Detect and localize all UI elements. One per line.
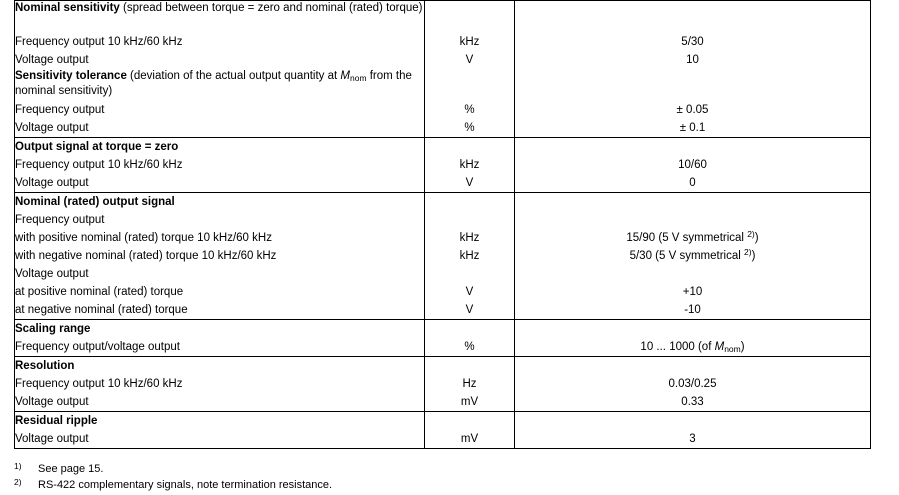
section-title-bold: Nominal sensitivity [15, 2, 120, 14]
table-row [15, 119, 871, 138]
table-row [15, 356, 871, 375]
row-unit: kHz [425, 33, 515, 51]
section-title-sensitivity-tolerance [15, 69, 425, 101]
row-value: ± 0.1 [515, 119, 871, 138]
section-title-output-signal-at-torque-zero: Output signal at torque = zero [15, 137, 425, 156]
row-unit: V [425, 283, 515, 301]
footnote-text: See page 15. [38, 463, 104, 475]
unit-cell [425, 319, 515, 338]
section-title-scaling-range: Scaling range [15, 319, 425, 338]
table-row [15, 319, 871, 338]
table-row [15, 101, 871, 119]
row-label: Voltage output [15, 51, 425, 69]
table-row [15, 430, 871, 449]
row-value: 0.03/0.25 [515, 375, 871, 393]
row-value: 3 [515, 430, 871, 449]
row-label: at positive nominal (rated) torque [15, 283, 425, 301]
row-unit: V [425, 301, 515, 320]
table-row [15, 265, 871, 283]
unit-cell [425, 411, 515, 430]
row-label: Voltage output [15, 393, 425, 412]
row-label: with negative nominal (rated) torque 10 kHz/60 kHz [15, 247, 425, 265]
section-title-normal: (deviation of the actual output quantity at $M_{nom}$ from the nominal sensitivity) [15, 69, 412, 97]
row-value: 0 [515, 174, 871, 193]
footnote-item [14, 478, 614, 493]
row-unit: V [425, 51, 515, 69]
table-row [15, 137, 871, 156]
section-title-bold: Sensitivity tolerance [15, 69, 127, 82]
table-row [15, 211, 871, 229]
table-row [15, 174, 871, 193]
row-value: 5/30 [515, 33, 871, 51]
row-label: Frequency output [15, 211, 425, 229]
value-cell [515, 319, 871, 338]
row-value: 10 ... 1000 (of $M_{nom}$) [515, 338, 871, 357]
row-unit: % [425, 119, 515, 138]
row-unit [425, 211, 515, 229]
table-row [15, 338, 871, 357]
specification-table [14, 0, 871, 449]
row-label: Frequency output [15, 101, 425, 119]
value-cell [515, 356, 871, 375]
row-unit: % [425, 338, 515, 357]
table-row [15, 33, 871, 51]
table-row [15, 156, 871, 174]
footnote-item [14, 462, 614, 477]
value-cell [515, 1, 871, 33]
row-label: Frequency output 10 kHz/60 kHz [15, 33, 425, 51]
unit-cell [425, 356, 515, 375]
table-row [15, 301, 871, 320]
row-unit: kHz [425, 229, 515, 247]
table-row [15, 229, 871, 247]
row-unit: kHz [425, 247, 515, 265]
row-value: ± 0.05 [515, 101, 871, 119]
row-label: Frequency output/voltage output [15, 338, 425, 357]
section-title-normal: (spread between torque = zero and nominal (rated) torque) [119, 2, 423, 14]
row-value [515, 211, 871, 229]
row-unit: Hz [425, 375, 515, 393]
table-row [15, 247, 871, 265]
row-value [515, 265, 871, 283]
section-title-residual-ripple: Residual ripple [15, 411, 425, 430]
row-unit: V [425, 174, 515, 193]
unit-cell [425, 137, 515, 156]
section-title-resolution: Resolution [15, 356, 425, 375]
table-row [15, 393, 871, 412]
table-row [15, 411, 871, 430]
row-label: Voltage output [15, 265, 425, 283]
row-label: Frequency output 10 kHz/60 kHz [15, 156, 425, 174]
table-row [15, 51, 871, 69]
unit-cell [425, 1, 515, 33]
section-title-nominal-rated-output-signal: Nominal (rated) output signal [15, 192, 425, 211]
row-unit: mV [425, 430, 515, 449]
section-title-nominal-sensitivity [15, 1, 425, 33]
table-row [15, 375, 871, 393]
row-unit [425, 265, 515, 283]
row-value: +10 [515, 283, 871, 301]
row-label: with positive nominal (rated) torque 10 kHz/60 kHz [15, 229, 425, 247]
row-label: Voltage output [15, 174, 425, 193]
value-cell [515, 192, 871, 211]
row-unit: kHz [425, 156, 515, 174]
row-unit: mV [425, 393, 515, 412]
table-row [15, 69, 871, 101]
row-label: Voltage output [15, 430, 425, 449]
value-cell [515, 69, 871, 101]
unit-cell [425, 192, 515, 211]
footnote-text: RS-422 complementary signals, note termination resistance. [38, 479, 333, 491]
row-value: 5/30 (5 V symmetrical $^{2)}$) [515, 247, 871, 265]
table-row [15, 192, 871, 211]
row-value: -10 [515, 301, 871, 320]
value-cell [515, 411, 871, 430]
row-value: 10 [515, 51, 871, 69]
row-unit: % [425, 101, 515, 119]
footnote-marker: 2) [14, 477, 22, 487]
row-label: Frequency output 10 kHz/60 kHz [15, 375, 425, 393]
row-value: 0.33 [515, 393, 871, 412]
footnote-marker: 1) [14, 461, 22, 471]
row-value: 10/60 [515, 156, 871, 174]
row-label: at negative nominal (rated) torque [15, 301, 425, 320]
table-row [15, 283, 871, 301]
table-row [15, 1, 871, 33]
unit-cell [425, 69, 515, 101]
value-cell [515, 137, 871, 156]
row-value: 15/90 (5 V symmetrical $^{2)}$) [515, 229, 871, 247]
row-label: Voltage output [15, 119, 425, 138]
footnotes [14, 462, 614, 494]
